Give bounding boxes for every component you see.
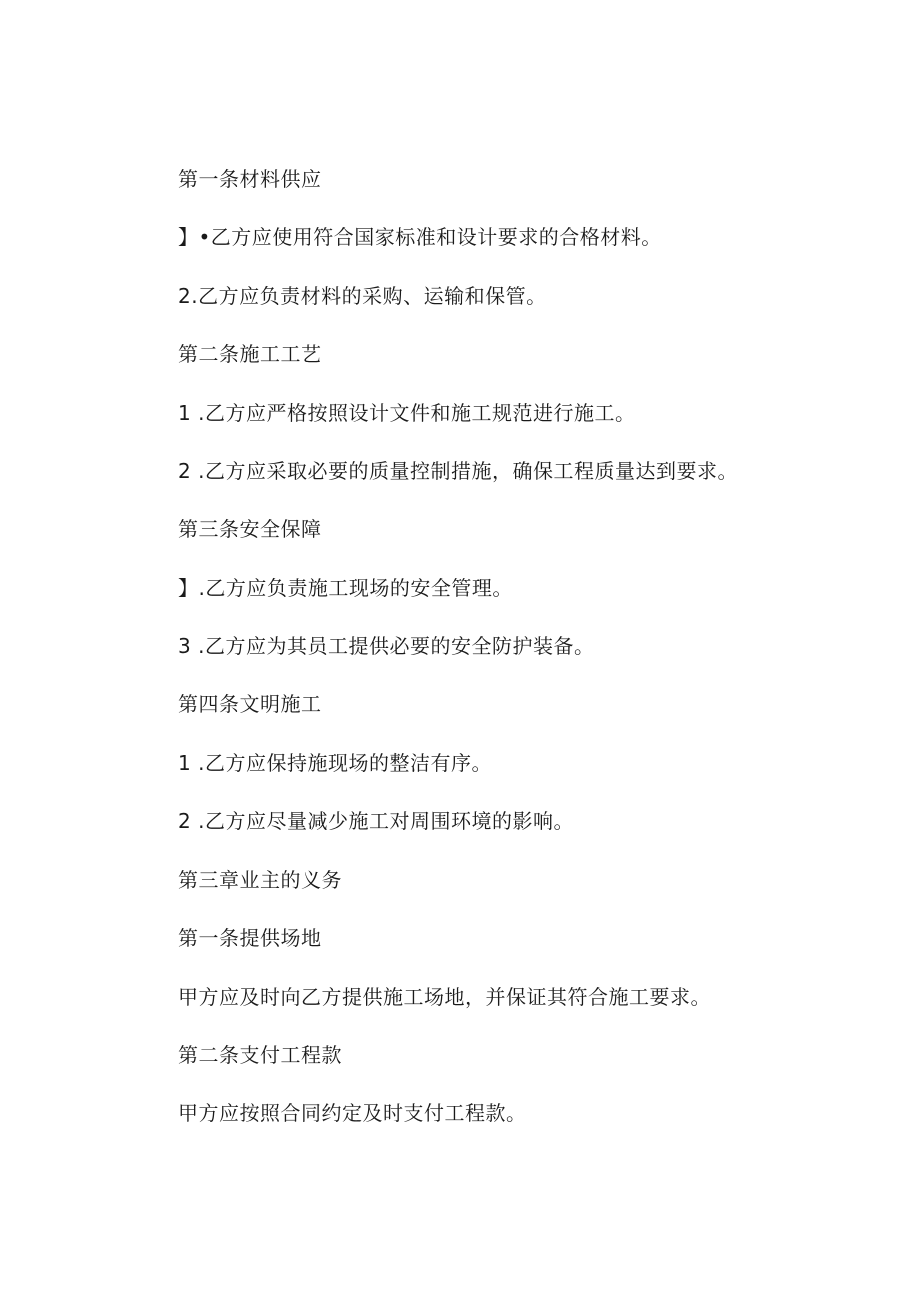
clause-text: 1 .乙方应严格按照设计文件和施工规范进行施工。 <box>178 401 636 425</box>
clause-text: 1 .乙方应保持施现场的整洁有序。 <box>178 751 492 775</box>
clause-text: 2.乙方应负责材料的采购、运输和保管。 <box>178 284 547 308</box>
clause-text: 2 .乙方应尽量减少施工对周围环境的影响。 <box>178 809 574 833</box>
article-heading-payment: 第二条支付工程款 <box>178 1043 342 1067</box>
clause-text: 】.乙方应负责施工现场的安全管理。 <box>178 576 513 600</box>
article-heading-civilized-construction: 第四条文明施工 <box>178 692 322 716</box>
chapter-heading-owner-obligations: 第三章业主的义务 <box>178 868 342 892</box>
clause-text: 甲方应及时向乙方提供施工场地，并保证其符合施工要求。 <box>178 985 711 1009</box>
clause-text: 2 .乙方应采取必要的质量控制措施，确保工程质量达到要求。 <box>178 459 738 483</box>
clause-text: 3 .乙方应为其员工提供必要的安全防护装备。 <box>178 634 595 658</box>
article-heading-construction-process: 第二条施工工艺 <box>178 342 322 366</box>
article-heading-provide-site: 第一条提供场地 <box>178 926 322 950</box>
article-heading-safety: 第三条安全保障 <box>178 517 322 541</box>
clause-text: 甲方应按照合同约定及时支付工程款。 <box>178 1101 527 1125</box>
clause-text: 】•乙方应使用符合国家标准和设计要求的合格材料。 <box>178 225 662 249</box>
article-heading-material-supply: 第一条材料供应 <box>178 167 322 191</box>
